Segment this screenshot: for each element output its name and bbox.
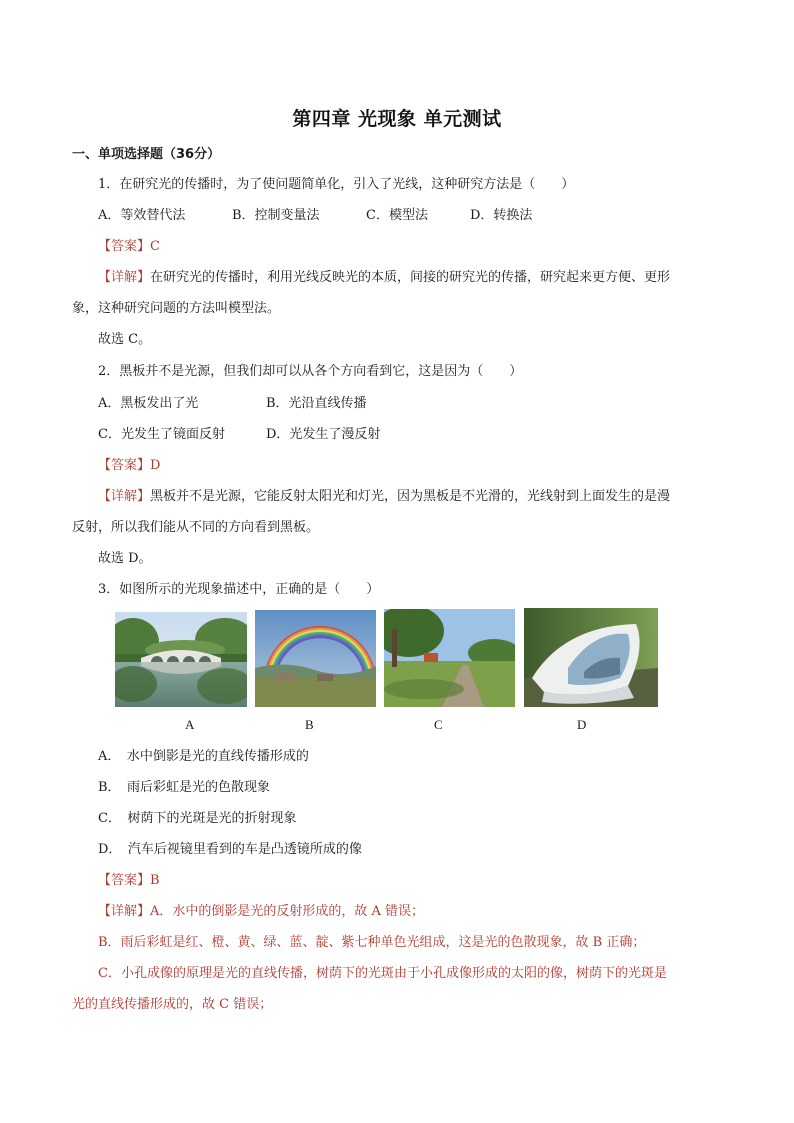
- q2-detail-line2: 反射，所以我们能从不同的方向看到黑板。: [72, 520, 320, 535]
- q2-option-c: C．光发生了镜面反射: [98, 427, 225, 442]
- bridge-reflection-image: [115, 612, 247, 707]
- answer-tag: 【答案】: [98, 458, 151, 473]
- q1-answer: [98, 239, 160, 255]
- tree-shade-image: [384, 609, 515, 707]
- q3-detail-a: [98, 904, 424, 920]
- q2-option-a: A．黑板发出了光: [98, 396, 199, 411]
- detail-text: A．水中的倒影是光的反射形成的，故 A 错误；: [150, 904, 425, 919]
- detail-text: 在研究光的传播时，利用光线反映光的本质，间接的研究光的传播，研究起来更方便、更形: [150, 270, 671, 285]
- image-caption-b: B: [305, 717, 314, 732]
- q2-option-d: D．光发生了漫反射: [266, 427, 381, 442]
- answer-value: D: [150, 458, 161, 473]
- q3-answer: [98, 873, 160, 889]
- q2-option-b: B．光沿直线传播: [266, 396, 367, 411]
- q3-detail-c-line1: C．小孔成像的原理是光的直线传播，树荫下的光斑由于小孔成像形成的太阳的像，树荫下的光斑是: [98, 966, 667, 981]
- detail-text: 黑板并不是光源，它能反射太阳光和灯光，因为黑板是不光滑的，光线射到上面发生的是漫: [150, 489, 671, 504]
- q1-option-d: D．转换法: [470, 208, 533, 223]
- document-title: 第四章 光现象 单元测试: [292, 108, 502, 130]
- q1-detail-line2: 象，这种研究问题的方法叫模型法。: [72, 301, 281, 316]
- q3-detail-c-line2: 光的直线传播形成的，故 C 错误；: [72, 997, 273, 1012]
- q2-conclusion: 故选 D。: [98, 551, 152, 566]
- image-caption-d: D: [577, 717, 587, 732]
- q3-option-b: B． 雨后彩虹是光的色散现象: [98, 780, 271, 795]
- q2-detail-line1: [98, 489, 670, 505]
- rainbow-image: [255, 610, 376, 707]
- q2-answer: [98, 458, 160, 474]
- image-caption-a: A: [185, 717, 195, 732]
- detail-tag: 【详解】: [98, 270, 151, 285]
- answer-tag: 【答案】: [98, 239, 151, 254]
- q1-stem: 1．在研究光的传播时，为了使问题简单化，引入了光线，这种研究方法是（ ）: [98, 177, 575, 192]
- q3-option-d: D． 汽车后视镜里看到的车是凸透镜所成的像: [98, 842, 362, 857]
- q1-conclusion: 故选 C。: [98, 332, 152, 347]
- detail-tag: 【详解】: [98, 489, 151, 504]
- section-heading: 一、单项选择题（36分）: [72, 147, 221, 162]
- detail-tag: 【详解】: [98, 904, 151, 919]
- answer-value: C: [150, 239, 160, 254]
- q1-option-a: A．等效替代法: [98, 208, 186, 223]
- car-mirror-image: [524, 608, 658, 707]
- answer-tag: 【答案】: [98, 873, 151, 888]
- q3-option-c: C． 树荫下的光斑是光的折射现象: [98, 811, 297, 826]
- q1-option-c: C．模型法: [366, 208, 428, 223]
- q3-detail-b: B．雨后彩虹是红、橙、黄、绿、蓝、靛、紫七种单色光组成，这是光的色散现象，故 B 正确；: [98, 935, 646, 950]
- q1-detail-line1: [98, 270, 670, 286]
- image-caption-c: C: [434, 717, 443, 732]
- q3-stem: 3．如图所示的光现象描述中，正确的是（ ）: [98, 582, 380, 597]
- q3-option-a: A． 水中倒影是光的直线传播形成的: [98, 749, 309, 764]
- q1-option-b: B．控制变量法: [232, 208, 320, 223]
- answer-value: B: [150, 873, 160, 888]
- q2-stem: 2．黑板并不是光源，但我们却可以从各个方向看到它，这是因为（ ）: [98, 364, 523, 379]
